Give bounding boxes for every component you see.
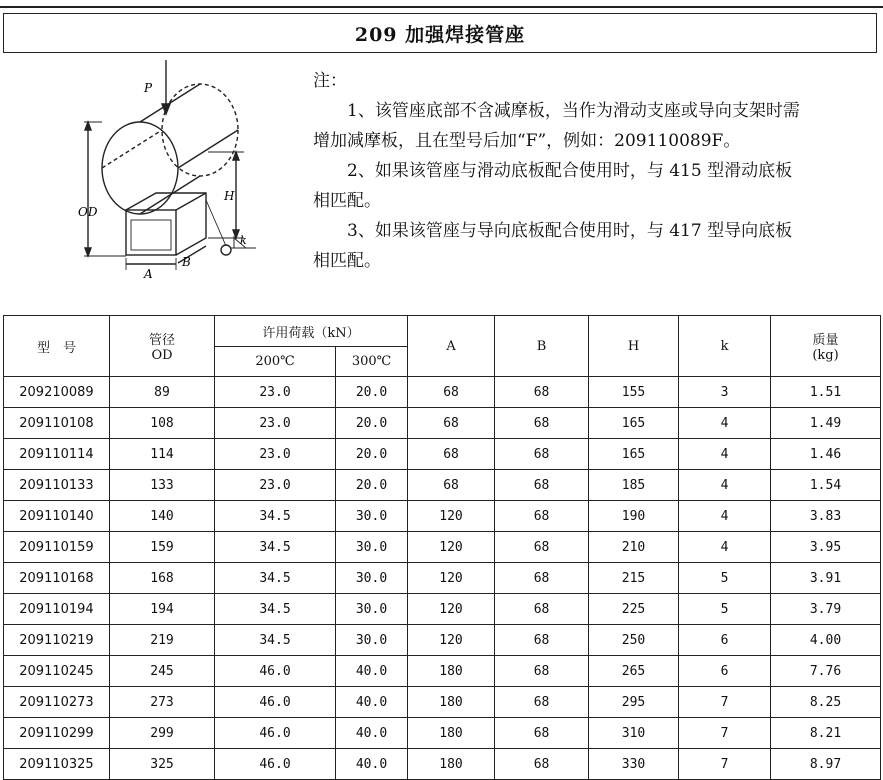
cell-k: 6 bbox=[679, 625, 771, 656]
table-row bbox=[4, 501, 881, 532]
cell-a: 68 bbox=[408, 377, 495, 408]
cell-b: 68 bbox=[495, 594, 589, 625]
header-h: H bbox=[589, 316, 679, 377]
cell-model: 209110108 bbox=[4, 408, 110, 439]
cell-k: 4 bbox=[679, 439, 771, 470]
cell-a: 68 bbox=[408, 439, 495, 470]
note-item: 3、如果该管座与导向底板配合使用时，与 417 型导向底板相匹配。 bbox=[313, 221, 793, 271]
cell-od: 299 bbox=[110, 718, 215, 749]
cell-model: 209110140 bbox=[4, 501, 110, 532]
cell-k: 3 bbox=[679, 377, 771, 408]
cell-load-300c: 30.0 bbox=[336, 625, 408, 656]
cell-od: 168 bbox=[110, 563, 215, 594]
header-200c: 200℃ bbox=[215, 347, 336, 377]
header-300c: 300℃ bbox=[336, 347, 408, 377]
cell-load-200c: 46.0 bbox=[215, 687, 336, 718]
cell-load-200c: 23.0 bbox=[215, 408, 336, 439]
cell-od: 140 bbox=[110, 501, 215, 532]
cell-a: 120 bbox=[408, 594, 495, 625]
cell-a: 68 bbox=[408, 470, 495, 501]
cell-a: 120 bbox=[408, 625, 495, 656]
cell-od: 89 bbox=[110, 377, 215, 408]
label-h: H bbox=[224, 189, 235, 203]
cell-mass: 3.79 bbox=[771, 594, 881, 625]
cell-od: 273 bbox=[110, 687, 215, 718]
cell-load-300c: 20.0 bbox=[336, 470, 408, 501]
header-a: A bbox=[408, 316, 495, 377]
header-mass-top: 质量 bbox=[812, 333, 839, 348]
cell-h: 155 bbox=[589, 377, 679, 408]
cell-b: 68 bbox=[495, 501, 589, 532]
spec-table-body bbox=[4, 377, 881, 780]
cell-mass: 8.21 bbox=[771, 718, 881, 749]
cell-load-300c: 40.0 bbox=[336, 656, 408, 687]
header-mass bbox=[771, 316, 881, 377]
cell-k: 5 bbox=[679, 563, 771, 594]
cell-mass: 3.95 bbox=[771, 532, 881, 563]
cell-k: 4 bbox=[679, 501, 771, 532]
header-model: 型 号 bbox=[4, 316, 110, 377]
cell-h: 225 bbox=[589, 594, 679, 625]
note-item: 2、如果该管座与滑动底板配合使用时，与 415 型滑动底板相匹配。 bbox=[313, 161, 793, 211]
cell-load-300c: 30.0 bbox=[336, 563, 408, 594]
cell-load-200c: 34.5 bbox=[215, 594, 336, 625]
cell-model: 209210089 bbox=[4, 377, 110, 408]
cell-b: 68 bbox=[495, 687, 589, 718]
table-row bbox=[4, 470, 881, 501]
header-od bbox=[110, 316, 215, 377]
label-od: OD bbox=[78, 205, 98, 219]
cell-load-300c: 20.0 bbox=[336, 439, 408, 470]
weld-detail-circle bbox=[221, 245, 231, 255]
top-rule bbox=[0, 6, 883, 8]
cell-model: 209110194 bbox=[4, 594, 110, 625]
table-row bbox=[4, 718, 881, 749]
table-row bbox=[4, 687, 881, 718]
cell-model: 209110114 bbox=[4, 439, 110, 470]
cell-b: 68 bbox=[495, 749, 589, 780]
cell-model: 209110219 bbox=[4, 625, 110, 656]
cell-od: 108 bbox=[110, 408, 215, 439]
cell-h: 185 bbox=[589, 470, 679, 501]
label-a: A bbox=[144, 267, 153, 281]
header-od-top: 管径 bbox=[148, 333, 175, 348]
cell-load-300c: 30.0 bbox=[336, 594, 408, 625]
note-item: 1、该管座底部不含减摩板，当作为滑动支座或导向支架时需增加减摩板，且在型号后加“F”，例如：209110089F。 bbox=[313, 101, 800, 151]
cell-a: 180 bbox=[408, 718, 495, 749]
table-row bbox=[4, 439, 881, 470]
cell-b: 68 bbox=[495, 718, 589, 749]
cell-k: 7 bbox=[679, 749, 771, 780]
cell-a: 120 bbox=[408, 563, 495, 594]
cell-load-300c: 20.0 bbox=[336, 377, 408, 408]
cell-k: 6 bbox=[679, 656, 771, 687]
label-k: k bbox=[240, 234, 247, 247]
cell-h: 210 bbox=[589, 532, 679, 563]
cell-model: 209110159 bbox=[4, 532, 110, 563]
cell-load-200c: 23.0 bbox=[215, 439, 336, 470]
cell-model: 209110133 bbox=[4, 470, 110, 501]
header-k: k bbox=[679, 316, 771, 377]
cell-mass: 8.97 bbox=[771, 749, 881, 780]
cell-h: 330 bbox=[589, 749, 679, 780]
cell-load-300c: 20.0 bbox=[336, 408, 408, 439]
cell-od: 194 bbox=[110, 594, 215, 625]
cell-load-200c: 23.0 bbox=[215, 470, 336, 501]
shoe-front bbox=[126, 210, 176, 255]
cell-a: 120 bbox=[408, 532, 495, 563]
pipe-shoe-diagram bbox=[78, 60, 278, 285]
cell-h: 265 bbox=[589, 656, 679, 687]
page-title: 209 加强焊接管座 bbox=[354, 23, 526, 46]
header-load: 许用荷载（kN） bbox=[215, 316, 408, 347]
notes-heading: 注： bbox=[313, 71, 347, 91]
cell-load-200c: 46.0 bbox=[215, 718, 336, 749]
cell-h: 165 bbox=[589, 439, 679, 470]
cell-b: 68 bbox=[495, 377, 589, 408]
cell-k: 7 bbox=[679, 687, 771, 718]
cell-h: 215 bbox=[589, 563, 679, 594]
table-row bbox=[4, 625, 881, 656]
cell-k: 7 bbox=[679, 718, 771, 749]
cell-od: 325 bbox=[110, 749, 215, 780]
cell-b: 68 bbox=[495, 656, 589, 687]
cell-load-300c: 30.0 bbox=[336, 532, 408, 563]
cell-model: 209110325 bbox=[4, 749, 110, 780]
table-row bbox=[4, 563, 881, 594]
cell-od: 219 bbox=[110, 625, 215, 656]
cell-load-300c: 40.0 bbox=[336, 749, 408, 780]
pipe-back-ellipse bbox=[162, 84, 238, 176]
cell-b: 68 bbox=[495, 532, 589, 563]
cell-a: 180 bbox=[408, 687, 495, 718]
cell-b: 68 bbox=[495, 563, 589, 594]
cell-h: 250 bbox=[589, 625, 679, 656]
cell-mass: 1.51 bbox=[771, 377, 881, 408]
cell-a: 120 bbox=[408, 501, 495, 532]
table-row bbox=[4, 377, 881, 408]
cell-od: 159 bbox=[110, 532, 215, 563]
cell-load-200c: 34.5 bbox=[215, 501, 336, 532]
cell-mass: 7.76 bbox=[771, 656, 881, 687]
cell-h: 295 bbox=[589, 687, 679, 718]
title-box bbox=[3, 13, 877, 53]
cell-model: 209110168 bbox=[4, 563, 110, 594]
cell-mass: 8.25 bbox=[771, 687, 881, 718]
cell-b: 68 bbox=[495, 625, 589, 656]
cell-load-200c: 46.0 bbox=[215, 656, 336, 687]
header-od-bottom: OD bbox=[151, 348, 173, 363]
label-p: P bbox=[144, 81, 153, 95]
cell-load-300c: 40.0 bbox=[336, 718, 408, 749]
cell-od: 114 bbox=[110, 439, 215, 470]
cell-load-200c: 34.5 bbox=[215, 625, 336, 656]
cell-mass: 1.54 bbox=[771, 470, 881, 501]
cell-model: 209110245 bbox=[4, 656, 110, 687]
cell-od: 245 bbox=[110, 656, 215, 687]
cell-a: 68 bbox=[408, 408, 495, 439]
cell-h: 310 bbox=[589, 718, 679, 749]
cell-a: 180 bbox=[408, 749, 495, 780]
table-row bbox=[4, 749, 881, 780]
cell-load-300c: 40.0 bbox=[336, 687, 408, 718]
cell-mass: 4.00 bbox=[771, 625, 881, 656]
cell-k: 4 bbox=[679, 408, 771, 439]
pipe-shoe-drawing bbox=[78, 60, 278, 285]
cell-load-200c: 23.0 bbox=[215, 377, 336, 408]
cell-h: 190 bbox=[589, 501, 679, 532]
cell-load-200c: 46.0 bbox=[215, 749, 336, 780]
cell-load-300c: 30.0 bbox=[336, 501, 408, 532]
cell-mass: 3.91 bbox=[771, 563, 881, 594]
cell-k: 4 bbox=[679, 532, 771, 563]
cell-mass: 1.49 bbox=[771, 408, 881, 439]
table-row bbox=[4, 532, 881, 563]
table-row bbox=[4, 408, 881, 439]
cell-k: 5 bbox=[679, 594, 771, 625]
cell-load-200c: 34.5 bbox=[215, 532, 336, 563]
spec-table bbox=[3, 315, 881, 780]
cell-od: 133 bbox=[110, 470, 215, 501]
cell-a: 180 bbox=[408, 656, 495, 687]
table-row bbox=[4, 594, 881, 625]
notes-section bbox=[313, 66, 803, 276]
header-mass-bottom: (kg) bbox=[812, 348, 839, 363]
table-row bbox=[4, 656, 881, 687]
cell-mass: 1.46 bbox=[771, 439, 881, 470]
label-b: B bbox=[182, 255, 191, 269]
cell-k: 4 bbox=[679, 470, 771, 501]
cell-b: 68 bbox=[495, 470, 589, 501]
cell-b: 68 bbox=[495, 439, 589, 470]
cell-mass: 3.83 bbox=[771, 501, 881, 532]
header-b: B bbox=[495, 316, 589, 377]
cell-b: 68 bbox=[495, 408, 589, 439]
pipe-front-ellipse bbox=[102, 122, 178, 214]
cell-model: 209110273 bbox=[4, 687, 110, 718]
cell-h: 165 bbox=[589, 408, 679, 439]
cell-load-200c: 34.5 bbox=[215, 563, 336, 594]
cell-model: 209110299 bbox=[4, 718, 110, 749]
